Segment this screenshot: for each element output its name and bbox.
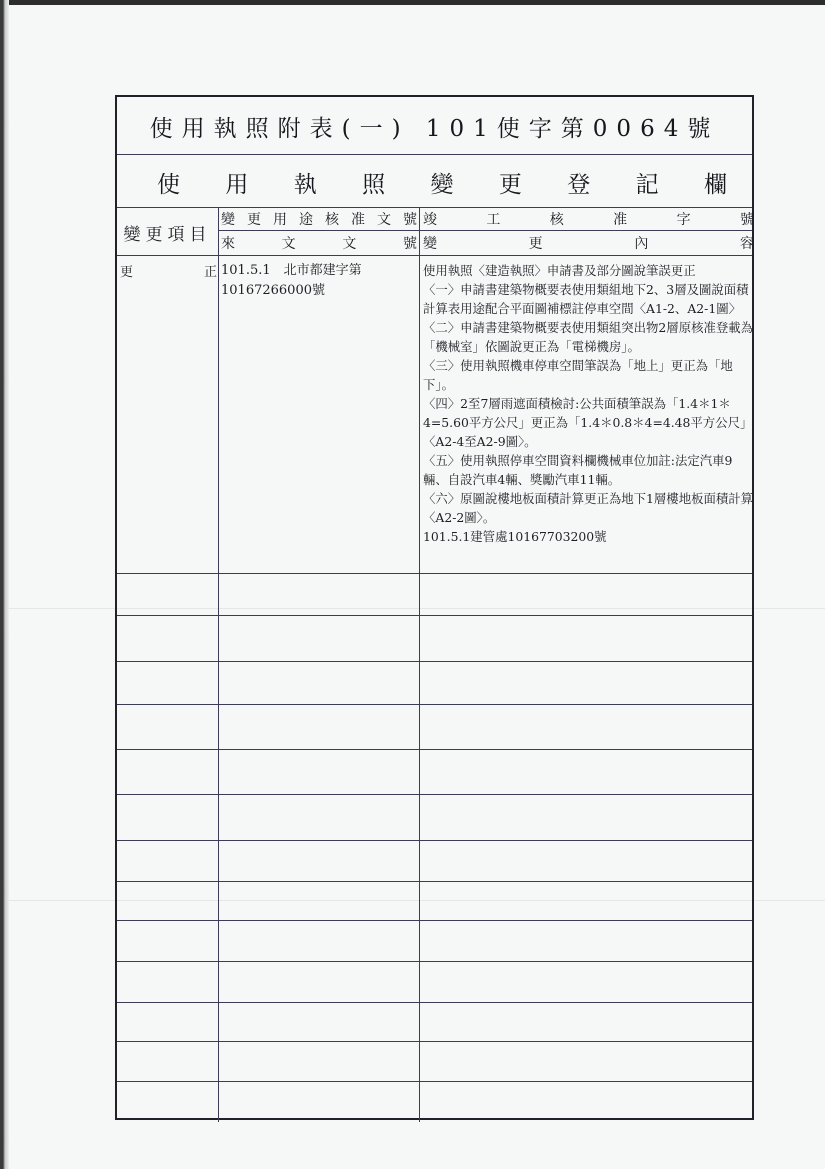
- content-line: 〈五〉使用執照停車空間資料欄機械車位加註:法定汽車9輛、自設汽車4輛、獎勵汽車11輛。: [423, 453, 733, 487]
- section-title: 使 用 執 照 變 更 登 記 欄: [157, 171, 727, 198]
- content-line: 〈三〉使用執照機車停車空間筆誤為「地上」更正為「地下」。: [423, 358, 733, 392]
- change-item-cell: 更 正: [120, 265, 217, 280]
- table-rule: [117, 661, 752, 662]
- table-rule: [117, 615, 752, 616]
- table-rule: [117, 920, 752, 921]
- change-item-header: 變更項目: [123, 224, 212, 245]
- table-rule: [117, 881, 752, 882]
- approval-doc-header: 變 更 用 途 核 准 文 號: [221, 212, 417, 228]
- table-rule: [117, 704, 752, 705]
- reference-doc-cell: 101.5.1 北市都建字第 10167266000號: [221, 263, 362, 298]
- table-rule: [117, 794, 752, 795]
- change-content-header: 變 更 內 容: [423, 236, 754, 252]
- table-rule: [117, 1002, 752, 1003]
- scan-edge-top: [0, 0, 825, 5]
- content-line: 〈六〉原圖說樓地板面積計算更正為地下1層樓地板面積計算〈A2-2圖〉。: [423, 491, 754, 525]
- table-rule: [117, 749, 752, 750]
- table-rule: [117, 573, 752, 574]
- table-rule: [219, 230, 752, 231]
- content-line: 〈二〉申請書建築物概要表使用類組突出物2層原核准登載為「機械室」依圖說更正為「電梯機房」。: [423, 320, 754, 354]
- table-rule: [117, 255, 752, 256]
- table-rule: [117, 961, 752, 962]
- scan-edge-left: [0, 0, 9, 1169]
- completion-approval-header: 竣 工 核 准 字 號: [423, 212, 754, 228]
- content-line: 使用執照〈建造執照〉申請書及部分圖說筆誤更正: [423, 263, 696, 278]
- change-content-cell: [423, 261, 755, 546]
- form-title: 使用執照附表(一) 101使字第0064號: [149, 115, 720, 142]
- content-line: 〈一〉申請書建築物概要表使用類組地下2、3層及圖說面積計算表用途配合平面圖補標註停車空間〈A1-2、A2-1圖〉: [423, 282, 749, 316]
- table-rule: [117, 154, 752, 155]
- table-rule: [117, 1081, 752, 1082]
- usage-permit-form: [115, 95, 754, 1120]
- table-rule: [117, 840, 752, 841]
- table-rule: [117, 1041, 752, 1042]
- content-line: 101.5.1建管處10167703200號: [423, 529, 607, 544]
- table-rule: [419, 207, 420, 1122]
- content-line: 〈四〉2至7層雨遮面積檢討:公共面積筆誤為「1.4＊1＊4=5.60平方公尺」更正為「1.4＊0.8＊4=4.48平方公尺」〈A2-4至A2-9圖〉。: [423, 396, 753, 449]
- table-rule: [218, 207, 219, 1122]
- incoming-doc-header: 來 文 文 號: [221, 236, 417, 252]
